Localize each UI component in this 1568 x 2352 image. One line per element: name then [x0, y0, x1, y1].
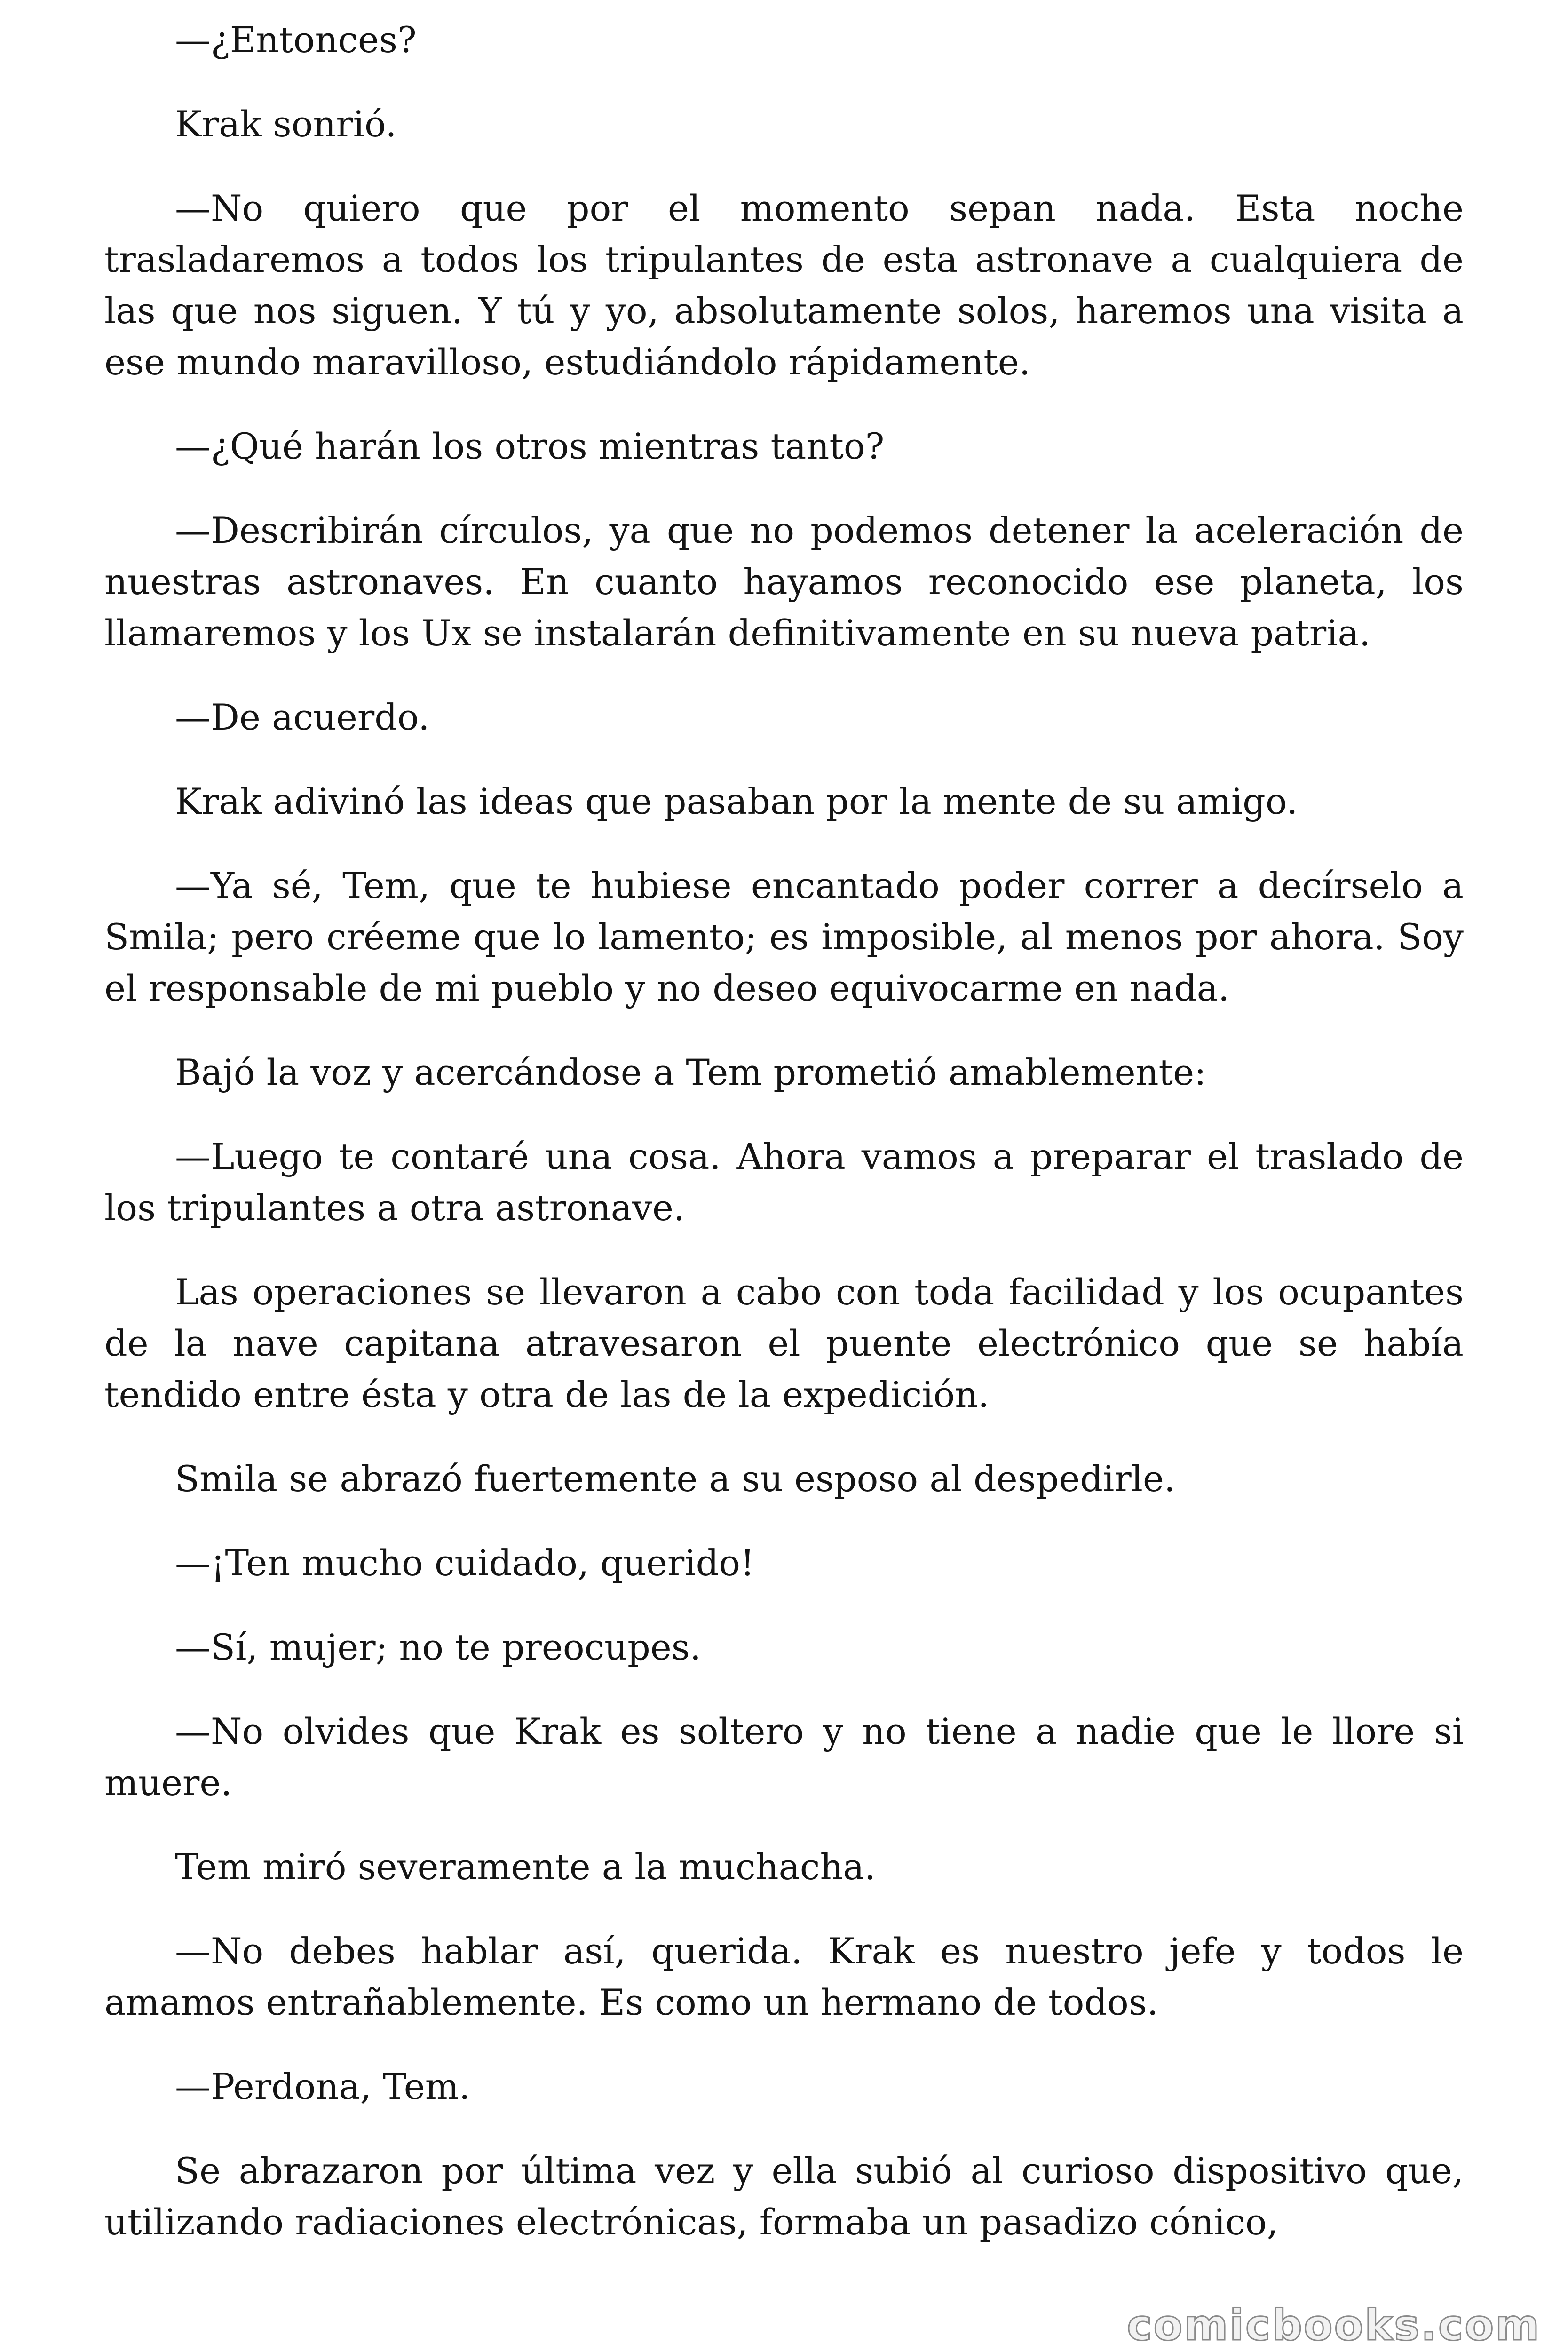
paragraph: Smila se abrazó fuertemente a su esposo al despedirle. — [175, 1458, 1176, 1500]
paragraph: —No quiero que por el momento sepan nada. Esta noche trasladaremos a todos los tripulantes de esta astronave a cualquiera de las que nos siguen. Y tú y yo, absolutamente solos, haremos una visita a ese mundo maravilloso, estudiándolo rápidamente. — [104, 187, 1464, 383]
paragraph: —¿Entonces? — [175, 19, 417, 61]
paragraph: —Describirán círculos, ya que no podemos detener la aceleración de nuestras astronaves. En cuanto hayamos reconocido ese planeta, los llamaremos y los Ux se instalarán definitivamente en su nueva patria. — [104, 509, 1464, 654]
paragraph: —¡Ten mucho cuidado, querido! — [175, 1542, 755, 1584]
paragraph: Bajó la voz y acercándose a Tem prometió amablemente: — [175, 1051, 1206, 1093]
watermark: comicbooks.com — [1127, 2301, 1541, 2350]
paragraph: Tem miró severamente a la muchacha. — [175, 1846, 876, 1888]
paragraph: —Perdona, Tem. — [175, 2066, 471, 2107]
paragraph: —Luego te contaré una cosa. Ahora vamos a preparar el traslado de los tripulantes a otra astronave. — [104, 1136, 1464, 1229]
paragraph: —Sí, mujer; no te preocupes. — [175, 1626, 701, 1668]
paragraph: —No debes hablar así, querida. Krak es nuestro jefe y todos le amamos entrañablemente. Es como un hermano de todos. — [104, 1930, 1464, 2023]
paragraph: Krak adivinó las ideas que pasaban por la mente de su amigo. — [175, 780, 1298, 822]
paragraph: —No olvides que Krak es soltero y no tiene a nadie que le llore si muere. — [104, 1710, 1464, 1804]
paragraph: —Ya sé, Tem, que te hubiese encantado poder correr a decírselo a Smila; pero créeme que lo lamento; es imposible, al menos por ahora. Soy el responsable de mi pueblo y no deseo equivocarme en nada. — [104, 865, 1464, 1009]
paragraph: Krak sonrió. — [175, 103, 397, 145]
paragraph: —¿Qué harán los otros mientras tanto? — [175, 425, 885, 467]
paragraph: Las operaciones se llevaron a cabo con toda facilidad y los ocupantes de la nave capitana atravesaron el puente electrónico que se había tendido entre ésta y otra de las de la expedición. — [104, 1271, 1464, 1415]
paragraph: Se abrazaron por última vez y ella subió al curioso dispositivo que, utilizando radiaciones electrónicas, formaba un pasadizo cónico, — [104, 2150, 1464, 2243]
paragraph: —De acuerdo. — [175, 696, 430, 738]
